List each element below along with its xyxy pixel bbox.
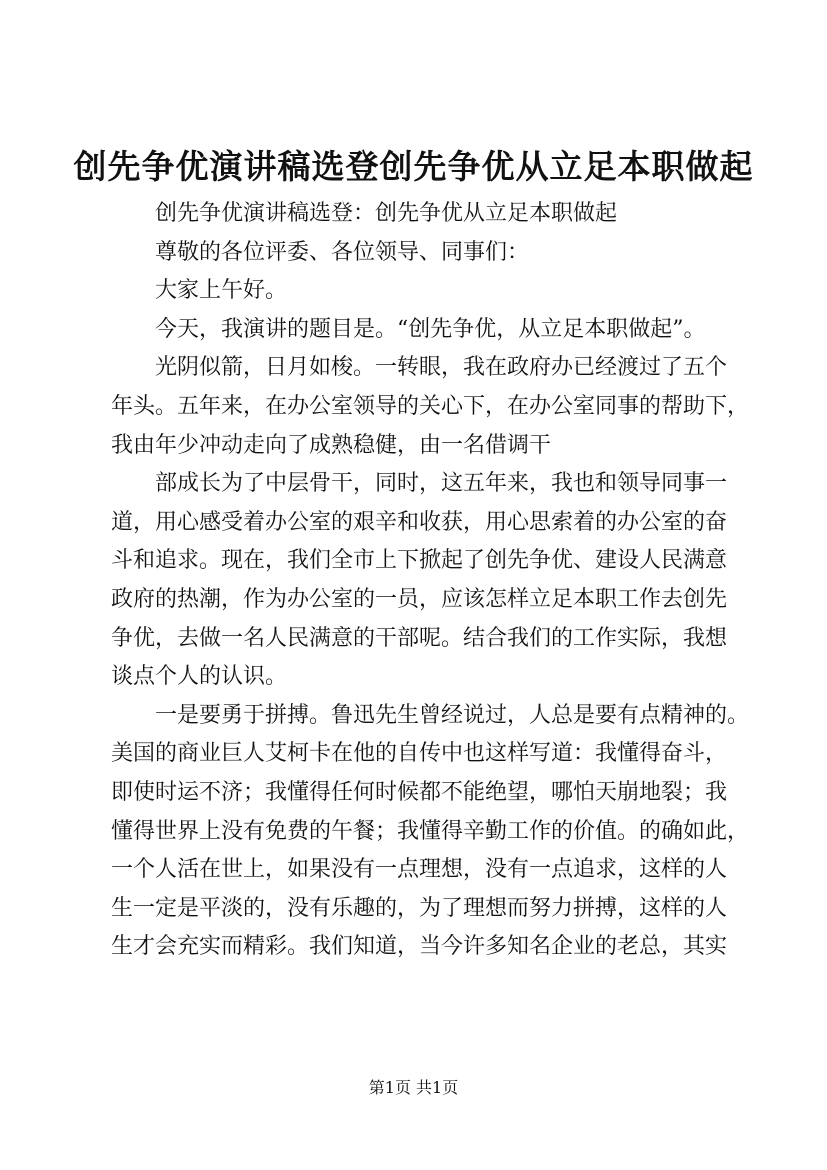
paragraph-line: 今天，我演讲的题目是。“创先争优，从立足本职做起”。 — [155, 316, 706, 342]
paragraph-line: 创先争优演讲稿选登：创先争优从立足本职做起 — [155, 201, 618, 226]
paragraph-line: 懂得世界上没有免费的午餐；我懂得辛勤工作的价值。的确如此， — [111, 818, 750, 844]
paragraph-line: 谈点个人的认识。 — [111, 664, 288, 690]
document-title: 创先争优演讲稿选登创先争优从立足本职做起 — [73, 147, 754, 186]
paragraph-line: 生一定是平淡的，没有乐趣的，为了理想而努力拼搏，这样的人 — [111, 895, 728, 921]
paragraph-line: 一是要勇于拼搏。鲁迅先生曾经说过，人总是要有点精神的。 — [155, 702, 750, 728]
paragraph-line: 斗和追求。现在，我们全市上下掀起了创先争优、建设人民满意 — [111, 548, 728, 574]
paragraph-line: 我由年少冲动走向了成熟稳健，由一名借调干 — [111, 432, 552, 458]
paragraph-line: 政府的热潮，作为办公室的一员，应该怎样立足本职工作去创先 — [111, 586, 728, 612]
paragraph-line: 争优，去做一名人民满意的干部呢。结合我们的工作实际，我想 — [111, 625, 728, 651]
paragraph-line: 年头。五年来，在办公室领导的关心下，在办公室同事的帮助下， — [111, 393, 750, 419]
paragraph-line: 大家上午好。 — [155, 278, 288, 304]
paragraph-line: 即使时运不济；我懂得任何时候都不能绝望，哪怕天崩地裂；我 — [111, 779, 728, 805]
paragraph-line: 部成长为了中层骨干，同时，这五年来，我也和领导同事一 — [155, 471, 728, 497]
paragraph-line: 道，用心感受着办公室的艰辛和收获，用心思索着的办公室的奋 — [111, 509, 728, 535]
paragraph-line: 一个人活在世上，如果没有一点理想，没有一点追求，这样的人 — [111, 857, 728, 883]
document-body — [111, 195, 750, 967]
paragraph-line: 美国的商业巨人艾柯卡在他的自传中也这样写道：我懂得奋斗， — [111, 741, 728, 767]
paragraph-line: 光阴似箭，日月如梭。一转眼，我在政府办已经渡过了五个 — [155, 355, 728, 381]
paragraph-line: 尊敬的各位评委、各位领导、同事们： — [155, 239, 530, 265]
page-footer: 第1页 共1页 — [368, 1078, 459, 1097]
paragraph-line: 生才会充实而精彩。我们知道，当今许多知名企业的老总，其实 — [111, 934, 728, 960]
